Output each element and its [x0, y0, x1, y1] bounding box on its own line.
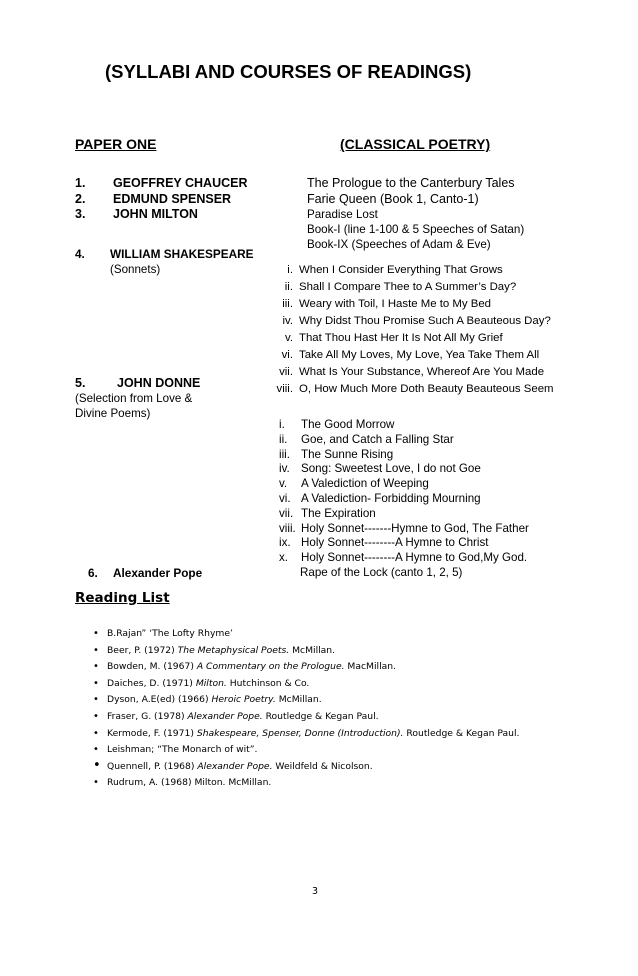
- bullet-icon: •: [93, 677, 99, 689]
- item-number: ix.: [279, 536, 291, 550]
- item-number: iii.: [282, 298, 293, 310]
- ref-title: A Commentary on the Prologue.: [196, 661, 345, 673]
- bullet-icon: •: [93, 727, 99, 739]
- item-number: iii.: [279, 447, 290, 461]
- poet-subtitle: (Selection from Love &: [75, 392, 193, 405]
- reading-list-title: Reading List: [75, 590, 170, 606]
- item-text: Holy Sonnet--------A Hymne to Christ: [301, 536, 489, 550]
- item-number: iv.: [282, 315, 293, 327]
- item-text: O, How Much More Doth Beauty Beauteous Seem: [299, 383, 554, 395]
- item-text: A Valediction of Weeping: [301, 477, 429, 491]
- ref-title: The Metaphysical Poets.: [177, 644, 290, 656]
- item-text: That Thou Hast Her It Is Not All My Grief: [299, 332, 503, 344]
- list-item: [268, 364, 598, 381]
- item-number: v.: [284, 332, 293, 344]
- poet-work: Rape of the Lock (canto 1, 2, 5): [300, 566, 463, 579]
- milton-book: Book-I (line 1-100 & 5 Speeches of Satan): [307, 223, 525, 236]
- item-number: v.: [279, 477, 288, 491]
- list-item: [75, 659, 595, 676]
- poet-number: 6.: [88, 566, 98, 580]
- list-item: [75, 709, 595, 726]
- list-item: [279, 507, 599, 522]
- ref-text: Bowden, M. (1967): [107, 661, 197, 673]
- ref-text: Kermode, F. (1971): [107, 727, 197, 739]
- list-item: [279, 492, 599, 507]
- ref-publisher: McMillan.: [289, 644, 336, 656]
- bullet-icon: •: [93, 777, 99, 789]
- item-number: iv.: [279, 462, 290, 476]
- ref-publisher: Hutchinson & Co.: [226, 677, 310, 689]
- item-number: x.: [279, 551, 289, 565]
- list-item: [279, 448, 599, 463]
- ref-text: Leishman; “The Monarch of wit”.: [107, 744, 258, 756]
- list-item: [279, 536, 599, 551]
- poet-number: 1.: [75, 176, 86, 190]
- page-number: 3: [312, 886, 319, 897]
- ref-publisher: Routledge & Kegan Paul.: [403, 727, 520, 739]
- poet-name: GEOFFREY CHAUCER: [113, 176, 248, 190]
- item-number: i.: [279, 418, 285, 431]
- ref-text: B.Rajan” ‘The Lofty Rhyme’: [107, 628, 233, 639]
- poet-number: 3.: [75, 207, 86, 221]
- ref-publisher: Routledge & Kegan Paul.: [262, 710, 379, 722]
- poet-work: The Prologue to the Canterbury Tales: [307, 176, 515, 190]
- paper-label: PAPER ONE: [75, 136, 157, 152]
- list-item: [75, 676, 595, 693]
- poet-work: Paradise Lost: [307, 208, 378, 221]
- list-item: [279, 433, 599, 448]
- ref-text: Quennell, P. (1968): [107, 760, 198, 772]
- item-text: Holy Sonnet--------A Hymne to God,My God.: [301, 551, 528, 565]
- poet-name: Alexander Pope: [113, 566, 203, 580]
- page-title: (SYLLABI AND COURSES OF READINGS): [105, 61, 472, 82]
- item-text: Why Didst Thou Promise Such A Beauteous Day?: [299, 315, 551, 327]
- poet-work: Farie Queen (Book 1, Canto-1): [307, 192, 479, 206]
- item-text: Song: Sweetest Love, I do not Goe: [301, 462, 481, 476]
- item-number: vii.: [279, 366, 293, 378]
- ref-title: Alexander Pope.: [187, 710, 263, 722]
- poet-name: WILLIAM SHAKESPEARE: [110, 247, 254, 261]
- bullet-icon: •: [93, 757, 101, 773]
- poet-name: EDMUND SPENSER: [113, 192, 232, 206]
- sonnet-list: [268, 262, 598, 398]
- reading-list: [75, 626, 595, 792]
- item-text: A Valediction- Forbidding Mourning: [301, 491, 481, 505]
- bullet-icon: •: [93, 744, 99, 756]
- poet-subtitle: (Sonnets): [110, 263, 161, 276]
- ref-title: Heroic Poetry.: [211, 694, 276, 706]
- paper-heading: [75, 136, 256, 152]
- list-item: [75, 626, 595, 643]
- ref-text: Dyson, A.E(ed) (1966): [107, 694, 212, 706]
- poet-number: 2.: [75, 192, 86, 206]
- list-item: [268, 330, 598, 347]
- list-item: [268, 381, 598, 398]
- list-item: [268, 262, 598, 279]
- list-item: [75, 742, 595, 759]
- donne-poem-list: [279, 418, 599, 566]
- ref-text: Fraser, G. (1978): [107, 710, 188, 722]
- list-item: [75, 726, 595, 743]
- bullet-icon: •: [93, 694, 99, 706]
- item-number: ii.: [284, 281, 293, 293]
- list-item: [75, 775, 595, 792]
- item-number: vi.: [281, 349, 293, 361]
- ref-publisher: MacMillan.: [344, 661, 397, 673]
- item-text: When I Consider Everything That Grows: [299, 264, 503, 276]
- poet-number: 5.: [75, 376, 86, 390]
- bullet-icon: •: [93, 710, 99, 722]
- list-item: [279, 477, 599, 492]
- ref-text: Beer, P. (1972): [107, 644, 178, 656]
- item-text: What Is Your Substance, Whereof Are You Made: [299, 366, 545, 378]
- list-item: [268, 313, 598, 330]
- list-item: [75, 692, 595, 709]
- item-number: vii.: [279, 506, 294, 520]
- item-text: Weary with Toil, I Haste Me to My Bed: [299, 298, 492, 310]
- list-item: [268, 279, 598, 296]
- bullet-icon: •: [93, 628, 99, 639]
- bullet-icon: •: [93, 661, 99, 673]
- item-number: ii.: [279, 432, 288, 446]
- list-item: [279, 551, 599, 566]
- milton-book: Book-IX (Speeches of Adam & Eve): [307, 238, 491, 251]
- item-text: Goe, and Catch a Falling Star: [301, 432, 454, 446]
- list-item: [75, 643, 595, 660]
- list-item: [279, 418, 599, 433]
- poet-number: 4.: [75, 247, 85, 261]
- ref-title: Milton.: [195, 677, 227, 689]
- bullet-icon: •: [93, 644, 99, 656]
- item-text: The Expiration: [301, 506, 376, 520]
- list-item: [279, 522, 599, 537]
- poet-subtitle: Divine Poems): [75, 407, 151, 420]
- ref-publisher: McMillan.: [275, 694, 322, 706]
- poet-name: JOHN MILTON: [113, 207, 198, 221]
- item-text: The Good Morrow: [301, 418, 395, 431]
- list-item: [268, 347, 598, 364]
- list-item: [268, 296, 598, 313]
- ref-title: Alexander Pope.: [197, 760, 273, 772]
- item-number: i.: [287, 264, 293, 276]
- item-text: Take All My Loves, My Love, Yea Take Them All: [299, 349, 540, 361]
- item-text: Shall I Compare Thee to A Summer’s Day?: [299, 281, 517, 293]
- item-number: vi.: [279, 491, 291, 505]
- ref-text: Rudrum, A. (1968) Milton. McMillan.: [107, 777, 272, 789]
- item-text: Holy Sonnet-------Hymne to God, The Father: [301, 521, 529, 535]
- item-number: viii.: [276, 383, 293, 395]
- item-number: viii.: [279, 521, 296, 535]
- ref-title: Shakespeare, Spenser, Donne (Introduction).: [196, 727, 404, 739]
- ref-text: Daiches, D. (1971): [107, 677, 196, 689]
- paper-subject: (CLASSICAL POETRY): [340, 136, 491, 152]
- item-text: The Sunne Rising: [301, 447, 394, 461]
- list-item: [279, 462, 599, 477]
- list-item: [75, 759, 595, 776]
- poet-name: JOHN DONNE: [117, 376, 201, 390]
- ref-publisher: Weildfeld & Nicolson.: [272, 760, 373, 772]
